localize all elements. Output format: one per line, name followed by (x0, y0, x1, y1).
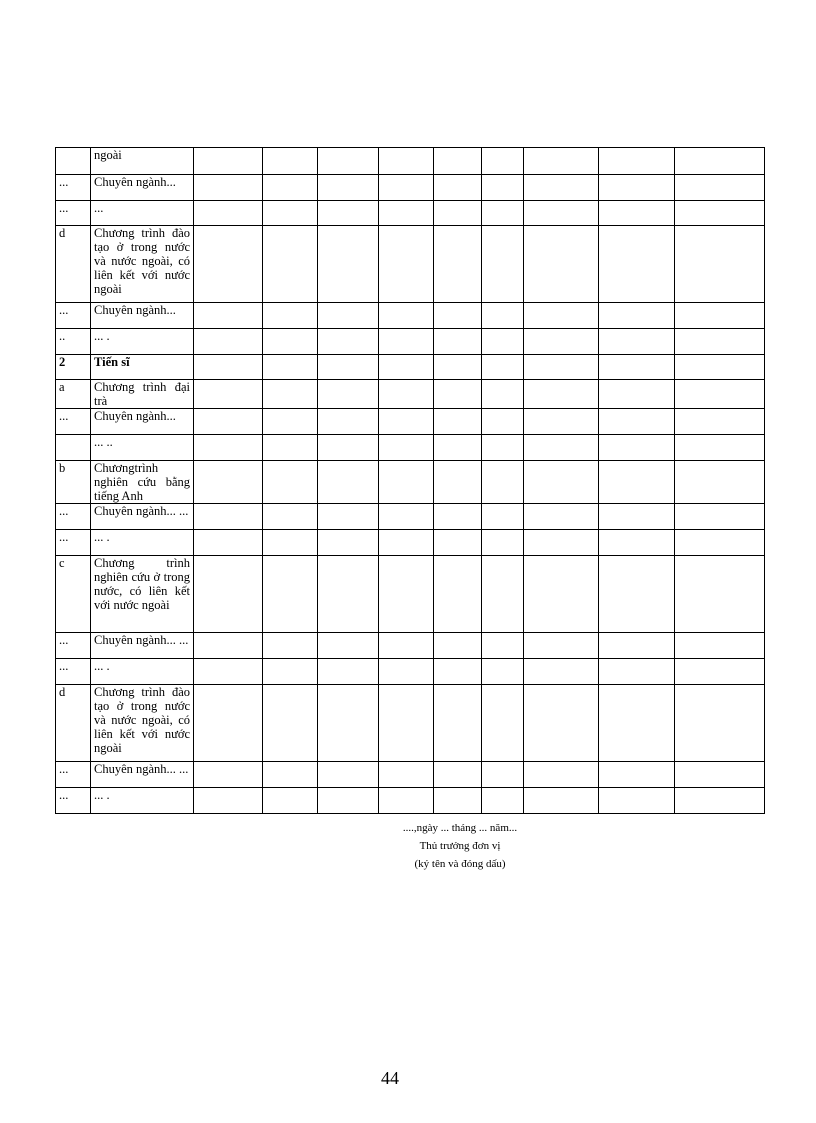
empty-value-cell (379, 201, 434, 226)
row-label-cell: Chương trình đại trà (91, 380, 194, 409)
empty-value-cell (675, 303, 765, 329)
row-number-cell: ... (56, 530, 91, 556)
table-row (56, 504, 765, 530)
empty-value-cell (482, 148, 524, 175)
empty-value-cell (482, 530, 524, 556)
empty-value-cell (675, 556, 765, 633)
empty-value-cell (379, 530, 434, 556)
table-row (56, 409, 765, 435)
empty-value-cell (524, 226, 599, 303)
table-row (56, 303, 765, 329)
empty-value-cell (434, 685, 482, 762)
empty-value-cell (263, 659, 318, 685)
row-number-cell: ... (56, 201, 91, 226)
empty-value-cell (263, 461, 318, 504)
empty-value-cell (482, 303, 524, 329)
empty-value-cell (318, 530, 379, 556)
empty-value-cell (599, 633, 675, 659)
empty-value-cell (524, 409, 599, 435)
row-label-cell: ... . (91, 659, 194, 685)
page-number: 44 (381, 1068, 399, 1088)
row-label-cell: ... . (91, 329, 194, 355)
row-number-cell: ... (56, 504, 91, 530)
empty-value-cell (675, 685, 765, 762)
empty-value-cell (599, 303, 675, 329)
empty-value-cell (599, 201, 675, 226)
empty-value-cell (379, 461, 434, 504)
empty-value-cell (675, 355, 765, 380)
empty-value-cell (318, 788, 379, 814)
empty-value-cell (524, 175, 599, 201)
data-table (55, 147, 765, 814)
empty-value-cell (524, 148, 599, 175)
row-number-cell: ... (56, 175, 91, 201)
table-row (56, 530, 765, 556)
empty-value-cell (524, 461, 599, 504)
empty-value-cell (434, 175, 482, 201)
row-number-cell: .. (56, 329, 91, 355)
empty-value-cell (524, 329, 599, 355)
empty-value-cell (599, 762, 675, 788)
empty-value-cell (524, 201, 599, 226)
empty-value-cell (482, 201, 524, 226)
empty-value-cell (318, 762, 379, 788)
empty-value-cell (434, 409, 482, 435)
empty-value-cell (675, 148, 765, 175)
empty-value-cell (263, 435, 318, 461)
empty-value-cell (194, 409, 263, 435)
empty-value-cell (379, 556, 434, 633)
empty-value-cell (379, 175, 434, 201)
row-number-cell: b (56, 461, 91, 504)
empty-value-cell (675, 329, 765, 355)
empty-value-cell (263, 175, 318, 201)
table-row (56, 762, 765, 788)
empty-value-cell (434, 788, 482, 814)
row-number-cell: a (56, 380, 91, 409)
empty-value-cell (524, 659, 599, 685)
table-row (56, 788, 765, 814)
empty-value-cell (482, 788, 524, 814)
empty-value-cell (318, 226, 379, 303)
empty-value-cell (675, 380, 765, 409)
empty-value-cell (318, 504, 379, 530)
row-number-cell: d (56, 685, 91, 762)
empty-value-cell (482, 504, 524, 530)
empty-value-cell (194, 226, 263, 303)
empty-value-cell (263, 303, 318, 329)
row-label-cell: ngoài (91, 148, 194, 175)
empty-value-cell (599, 788, 675, 814)
empty-value-cell (599, 556, 675, 633)
table-row (56, 329, 765, 355)
empty-value-cell (599, 175, 675, 201)
empty-value-cell (318, 355, 379, 380)
empty-value-cell (675, 659, 765, 685)
row-number-cell: 2 (56, 355, 91, 380)
empty-value-cell (318, 685, 379, 762)
table-row (56, 461, 765, 504)
row-number-cell: ... (56, 633, 91, 659)
empty-value-cell (482, 556, 524, 633)
empty-value-cell (482, 762, 524, 788)
empty-value-cell (675, 504, 765, 530)
empty-value-cell (194, 504, 263, 530)
empty-value-cell (263, 685, 318, 762)
empty-value-cell (482, 633, 524, 659)
signature-title: Thủ trưởng đơn vị (419, 840, 501, 852)
table-row (56, 685, 765, 762)
empty-value-cell (379, 762, 434, 788)
row-number-cell (56, 148, 91, 175)
table-row (56, 435, 765, 461)
row-number-cell (56, 435, 91, 461)
empty-value-cell (263, 556, 318, 633)
empty-value-cell (434, 355, 482, 380)
table-row (56, 226, 765, 303)
empty-value-cell (318, 461, 379, 504)
empty-value-cell (379, 435, 434, 461)
row-number-cell: d (56, 226, 91, 303)
empty-value-cell (318, 148, 379, 175)
empty-value-cell (194, 633, 263, 659)
empty-value-cell (524, 788, 599, 814)
empty-value-cell (434, 504, 482, 530)
row-label-cell: Chương trình đào tạo ở trong nước và nước ngoài, có liên kết với nước ngoài (91, 685, 194, 762)
empty-value-cell (379, 409, 434, 435)
empty-value-cell (194, 329, 263, 355)
empty-value-cell (194, 788, 263, 814)
row-number-cell: ... (56, 409, 91, 435)
empty-value-cell (379, 380, 434, 409)
table-body (56, 148, 765, 814)
table-row (56, 556, 765, 633)
empty-value-cell (434, 329, 482, 355)
row-label-cell: Tiến sĩ (91, 355, 194, 380)
empty-value-cell (524, 435, 599, 461)
empty-value-cell (434, 633, 482, 659)
empty-value-cell (599, 148, 675, 175)
signature-date-line: ....,ngày ... tháng ... năm... (402, 822, 518, 834)
empty-value-cell (482, 226, 524, 303)
empty-value-cell (263, 409, 318, 435)
empty-value-cell (194, 461, 263, 504)
empty-value-cell (194, 659, 263, 685)
table-row (56, 659, 765, 685)
empty-value-cell (318, 409, 379, 435)
empty-value-cell (318, 659, 379, 685)
table-row (56, 201, 765, 226)
empty-value-cell (482, 461, 524, 504)
empty-value-cell (263, 329, 318, 355)
row-label-cell: ... .. (91, 435, 194, 461)
row-number-cell: ... (56, 762, 91, 788)
empty-value-cell (318, 175, 379, 201)
row-label-cell: Chuyên ngành... (91, 303, 194, 329)
empty-value-cell (599, 409, 675, 435)
empty-value-cell (482, 175, 524, 201)
empty-value-cell (434, 201, 482, 226)
empty-value-cell (599, 355, 675, 380)
empty-value-cell (379, 659, 434, 685)
empty-value-cell (318, 556, 379, 633)
empty-value-cell (524, 685, 599, 762)
row-label-cell: Chuyên ngành... (91, 409, 194, 435)
empty-value-cell (379, 685, 434, 762)
empty-value-cell (482, 329, 524, 355)
empty-value-cell (524, 355, 599, 380)
empty-value-cell (599, 380, 675, 409)
empty-value-cell (379, 355, 434, 380)
empty-value-cell (263, 201, 318, 226)
empty-value-cell (599, 685, 675, 762)
empty-value-cell (263, 355, 318, 380)
empty-value-cell (434, 556, 482, 633)
row-label-cell: Chuyên ngành... ... (91, 633, 194, 659)
empty-value-cell (379, 148, 434, 175)
empty-value-cell (263, 380, 318, 409)
empty-value-cell (263, 788, 318, 814)
empty-value-cell (434, 380, 482, 409)
empty-value-cell (599, 329, 675, 355)
empty-value-cell (434, 659, 482, 685)
empty-value-cell (524, 556, 599, 633)
empty-value-cell (194, 303, 263, 329)
row-label-cell: ... . (91, 788, 194, 814)
empty-value-cell (524, 762, 599, 788)
empty-value-cell (194, 380, 263, 409)
table-row (56, 380, 765, 409)
empty-value-cell (434, 303, 482, 329)
empty-value-cell (379, 788, 434, 814)
empty-value-cell (379, 226, 434, 303)
empty-value-cell (524, 380, 599, 409)
table-row (56, 355, 765, 380)
row-number-cell: ... (56, 303, 91, 329)
empty-value-cell (318, 435, 379, 461)
empty-value-cell (263, 148, 318, 175)
empty-value-cell (318, 329, 379, 355)
empty-value-cell (194, 355, 263, 380)
empty-value-cell (434, 435, 482, 461)
empty-value-cell (675, 461, 765, 504)
signature-note: (ký tên và đóng dấu) (414, 858, 506, 870)
empty-value-cell (599, 530, 675, 556)
empty-value-cell (599, 461, 675, 504)
empty-value-cell (675, 530, 765, 556)
row-number-cell: ... (56, 788, 91, 814)
row-label-cell: ... . (91, 530, 194, 556)
empty-value-cell (263, 226, 318, 303)
empty-value-cell (482, 380, 524, 409)
empty-value-cell (675, 762, 765, 788)
empty-value-cell (482, 409, 524, 435)
empty-value-cell (379, 329, 434, 355)
empty-value-cell (194, 685, 263, 762)
empty-value-cell (434, 530, 482, 556)
empty-value-cell (524, 633, 599, 659)
empty-value-cell (263, 633, 318, 659)
row-label-cell: Chuyên ngành... ... (91, 762, 194, 788)
table-row (56, 148, 765, 175)
row-label-cell: Chuyên ngành... ... (91, 504, 194, 530)
empty-value-cell (263, 530, 318, 556)
empty-value-cell (524, 504, 599, 530)
empty-value-cell (194, 556, 263, 633)
empty-value-cell (482, 435, 524, 461)
table-row (56, 175, 765, 201)
empty-value-cell (194, 762, 263, 788)
row-number-cell: ... (56, 659, 91, 685)
empty-value-cell (482, 659, 524, 685)
empty-value-cell (194, 175, 263, 201)
empty-value-cell (434, 762, 482, 788)
empty-value-cell (675, 226, 765, 303)
empty-value-cell (675, 175, 765, 201)
row-number-cell: c (56, 556, 91, 633)
empty-value-cell (318, 303, 379, 329)
empty-value-cell (675, 633, 765, 659)
empty-value-cell (194, 530, 263, 556)
empty-value-cell (194, 435, 263, 461)
empty-value-cell (379, 303, 434, 329)
empty-value-cell (599, 659, 675, 685)
row-label-cell: Chuyên ngành... (91, 175, 194, 201)
empty-value-cell (675, 409, 765, 435)
empty-value-cell (194, 148, 263, 175)
empty-value-cell (599, 504, 675, 530)
empty-value-cell (318, 380, 379, 409)
row-label-cell: Chương trình nghiên cứu ở trong nước, có liên kết với nước ngoài (91, 556, 194, 633)
empty-value-cell (434, 461, 482, 504)
empty-value-cell (482, 685, 524, 762)
empty-value-cell (318, 201, 379, 226)
empty-value-cell (434, 226, 482, 303)
empty-value-cell (263, 504, 318, 530)
empty-value-cell (675, 788, 765, 814)
empty-value-cell (379, 633, 434, 659)
empty-value-cell (482, 355, 524, 380)
empty-value-cell (675, 201, 765, 226)
empty-value-cell (194, 201, 263, 226)
row-label-cell: Chương trình đào tạo ở trong nước và nước ngoài, có liên kết với nước ngoài (91, 226, 194, 303)
empty-value-cell (524, 303, 599, 329)
empty-value-cell (434, 148, 482, 175)
row-label-cell: ... (91, 201, 194, 226)
empty-value-cell (524, 530, 599, 556)
row-label-cell: Chươngtrình nghiên cứu bằng tiếng Anh (91, 461, 194, 504)
empty-value-cell (318, 633, 379, 659)
empty-value-cell (599, 435, 675, 461)
empty-value-cell (675, 435, 765, 461)
empty-value-cell (379, 504, 434, 530)
empty-value-cell (599, 226, 675, 303)
table-row (56, 633, 765, 659)
empty-value-cell (263, 762, 318, 788)
